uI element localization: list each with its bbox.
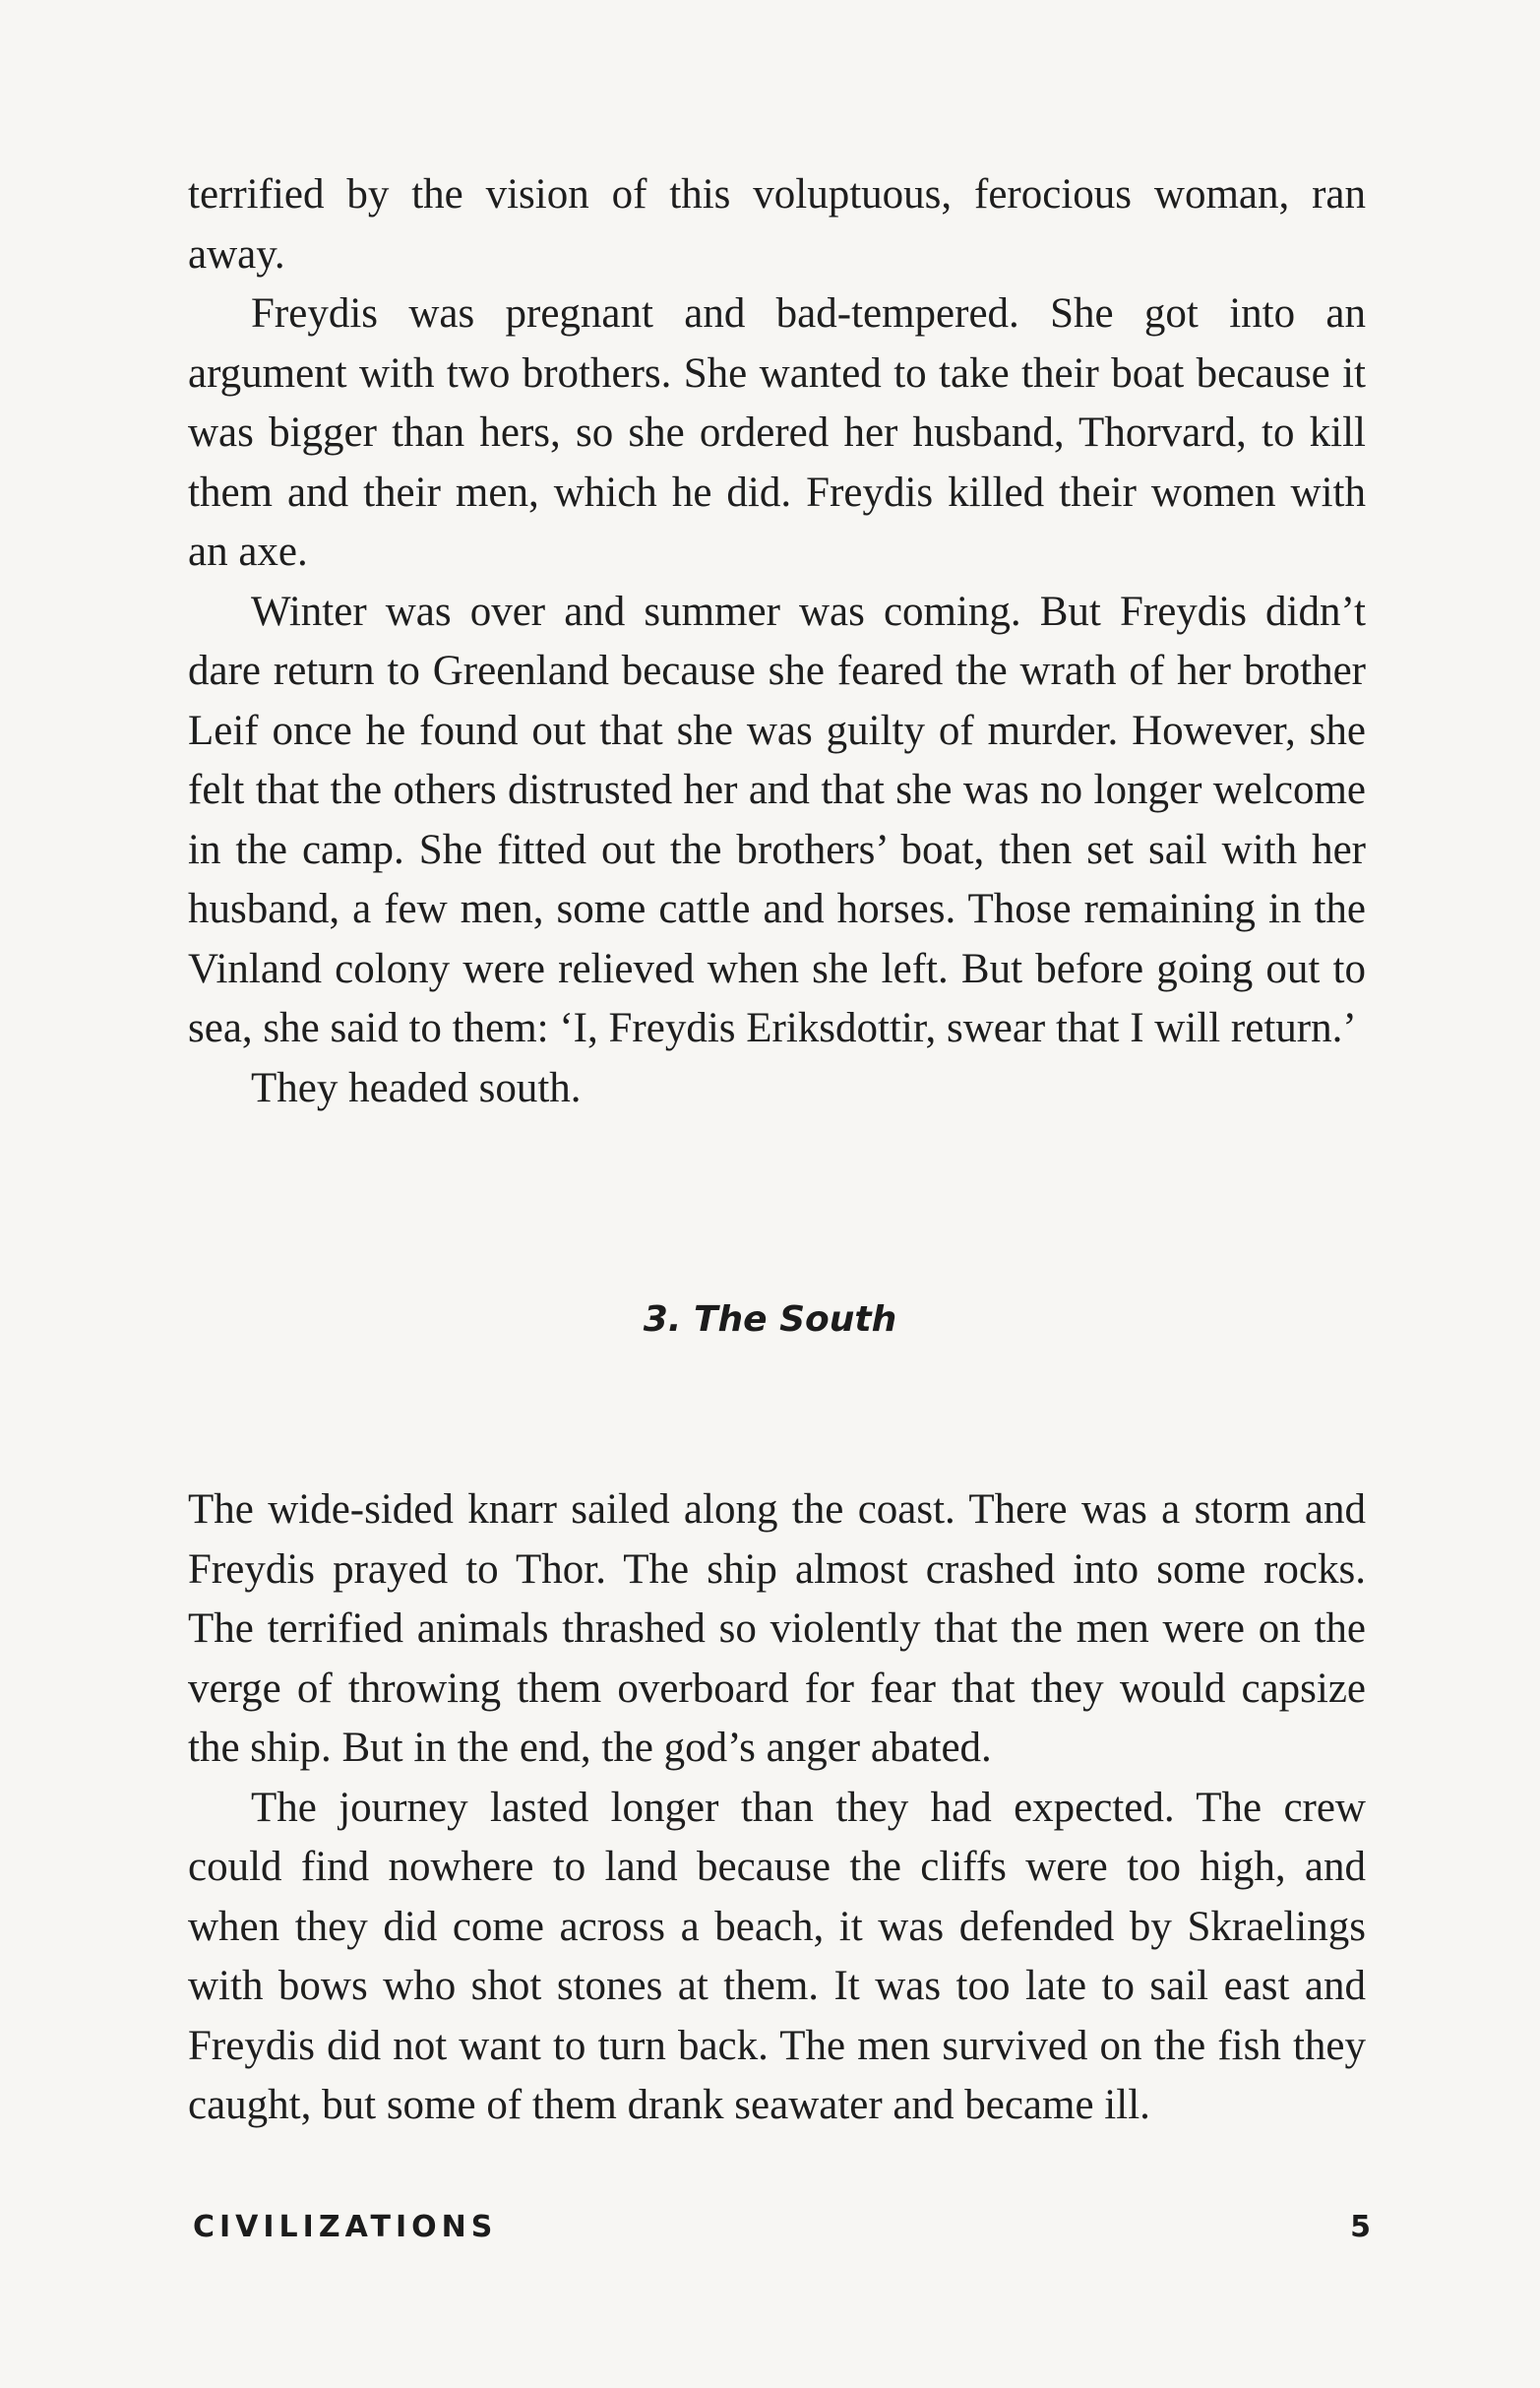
paragraph: They headed south.: [251, 1064, 582, 1111]
paragraph: Freydis was pregnant and bad-tempered. She got into an argument with two brothers. She wanted to take their boat because it was bigger than hers, so she ordered her husband, Thorvard, to kill them and their men, which he did. Freydis killed their women with an axe.: [188, 290, 1366, 575]
chapter-heading: 3. The South: [643, 1299, 897, 1340]
text-block-top: [188, 165, 1366, 1118]
paragraph-continuation: terrified by the vision of this voluptuous, ferocious woman, ran away.: [188, 171, 1366, 278]
paragraph: Winter was over and summer was coming. But Freydis didn’t dare return to Greenland because she feared the wrath of her brother Leif once he found out that she was guilty of murder. However, she felt that the others distrusted her and that she was no longer welcome in the camp. She fitted out the brothers’ boat, then set sail with her husband, a few men, some cattle and horses. Those remaining in the Vinland colony were relieved when she left. But before going out to sea, she said to them: ‘I, Freydis Eriksdottir, swear that I will return.’: [188, 588, 1366, 1051]
page-number: 5: [1350, 2210, 1371, 2244]
running-footer-title: CIVILIZATIONS: [193, 2210, 498, 2244]
paragraph: The journey lasted longer than they had expected. The crew could find nowhere to land because the cliffs were too high, and when they did come across a beach, it was defended by Skraelings with bows who shot stones at them. It was too late to sail east and Freydis did not want to turn back. The men survived on the fish they caught, but some of them drank seawater and became ill.: [188, 1784, 1366, 2128]
paragraph-first: The wide-sided knarr sailed along the coast. There was a storm and Freydis prayed to Thor. The ship almost crashed into some rocks. The terrified animals thrashed so violently that the men were on the verge of throwing them overboard for fear that they would capsize the ship. But in the end, the god’s anger abated.: [188, 1486, 1366, 1771]
text-block-bottom: [188, 1480, 1366, 2136]
